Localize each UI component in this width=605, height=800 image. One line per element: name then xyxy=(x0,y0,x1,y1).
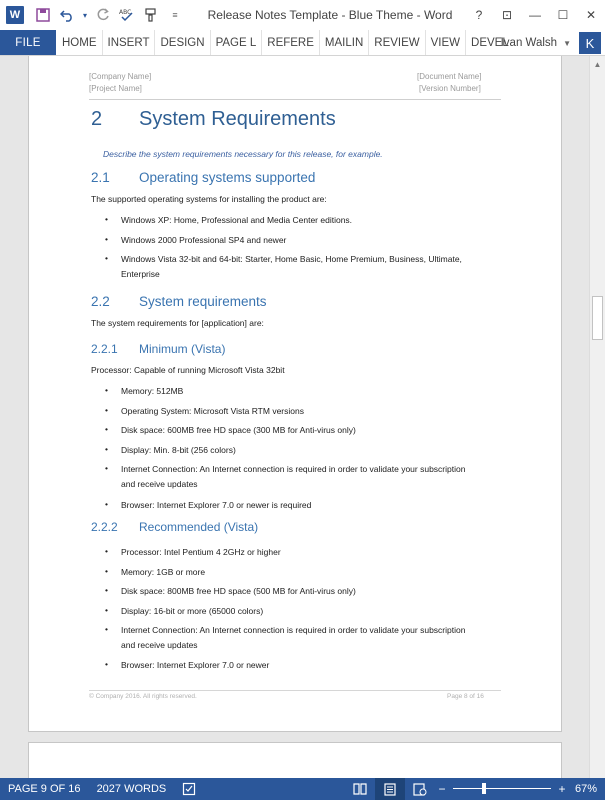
undo-icon[interactable] xyxy=(56,4,78,26)
document-area xyxy=(0,56,589,778)
proofing-icon[interactable] xyxy=(174,778,204,800)
bullet-icon: • xyxy=(105,499,108,509)
header-company-name: [Company Name] xyxy=(89,72,152,81)
document-page[interactable] xyxy=(28,56,562,732)
help-icon[interactable]: ? xyxy=(475,8,483,22)
zoom-in-button[interactable]: + xyxy=(558,782,566,796)
close-icon[interactable]: ✕ xyxy=(585,8,597,22)
bullet-icon: • xyxy=(105,659,108,669)
chevron-down-icon[interactable]: ▼ xyxy=(563,38,571,48)
list-item: Display: 16-bit or more (65000 colors) xyxy=(121,606,264,616)
heading-2-2-2: Recommended (Vista) xyxy=(139,520,259,534)
page-counter[interactable]: PAGE 9 OF 16 xyxy=(8,783,81,795)
list-item: Processor: Intel Pentium 4 2GHz or higher xyxy=(121,547,281,557)
print-layout-icon[interactable] xyxy=(375,778,405,800)
footer-page-number: Page 8 of 16 xyxy=(447,693,484,700)
list-item: Browser: Internet Explorer 7.0 or newer xyxy=(121,660,270,670)
avatar[interactable]: K xyxy=(579,32,601,54)
tab-references[interactable]: REFERE xyxy=(261,30,319,55)
tab-mailings[interactable]: MAILIN xyxy=(319,30,368,55)
list-item: Display: Min. 8-bit (256 colors) xyxy=(121,445,236,455)
heading-2-2-number: 2.2 xyxy=(91,294,110,309)
bullet-icon: • xyxy=(105,385,108,395)
tab-developer[interactable]: DEVEL xyxy=(465,30,514,55)
list-item: Memory: 1GB or more xyxy=(121,567,206,577)
heading-2-1-number: 2.1 xyxy=(91,170,110,185)
paragraph: The supported operating systems for installing the product are: xyxy=(91,194,327,204)
footer-copyright: © Company 2016. All rights reserved. xyxy=(89,693,197,700)
zoom-slider-thumb[interactable] xyxy=(482,783,486,794)
heading-1: System Requirements xyxy=(139,108,336,130)
tab-design[interactable]: DESIGN xyxy=(154,30,209,55)
list-item: Internet Connection: An Internet connection is required in order to validate your subscription and receive updates xyxy=(121,625,466,650)
bullet-icon: • xyxy=(105,424,108,434)
list-item: Disk space: 800MB free HD space (500 MB for Anti-virus only) xyxy=(121,586,356,596)
view-zoom-controls xyxy=(345,778,605,800)
tab-file[interactable]: FILE xyxy=(0,30,56,55)
tab-view[interactable]: VIEW xyxy=(425,30,465,55)
svg-text:ABC: ABC xyxy=(119,9,132,16)
intro-text: Describe the system requirements necessary for this release, for example. xyxy=(103,149,383,159)
bullet-icon: • xyxy=(105,253,108,263)
zoom-slider-track xyxy=(453,788,551,789)
format-painter-icon[interactable] xyxy=(140,4,162,26)
paragraph: Processor: Capable of running Microsoft Vista 32bit xyxy=(91,365,285,375)
list-item: Memory: 512MB xyxy=(121,386,184,396)
next-document-page[interactable] xyxy=(28,742,562,778)
header-document-name: [Document Name] xyxy=(417,72,482,81)
zoom-slider[interactable] xyxy=(453,778,551,800)
minimize-icon[interactable]: — xyxy=(529,8,541,22)
window-controls xyxy=(465,0,605,30)
bullet-icon: • xyxy=(105,444,108,454)
list-item: Windows 2000 Professional SP4 and newer xyxy=(121,235,287,245)
ribbon-display-icon[interactable]: ⊡ xyxy=(501,8,513,22)
heading-2-2-1-number: 2.2.1 xyxy=(91,342,118,356)
footer-divider xyxy=(89,690,501,691)
bullet-icon: • xyxy=(105,546,108,556)
customize-toolbar-icon[interactable]: ≡ xyxy=(172,10,178,20)
header-version-number: [Version Number] xyxy=(419,84,481,93)
save-icon[interactable] xyxy=(32,4,54,26)
word-count[interactable]: 2027 WORDS xyxy=(96,783,167,795)
heading-2-2: System requirements xyxy=(139,294,267,309)
list-item: Internet Connection: An Internet connection is required in order to validate your subscription and receive updates xyxy=(121,464,466,489)
bullet-icon: • xyxy=(105,605,108,615)
undo-dropdown-icon[interactable]: ▾ xyxy=(82,10,87,20)
user-name[interactable]: Ivan Walsh xyxy=(500,37,558,49)
header-project-name: [Project Name] xyxy=(89,84,142,93)
spelling-icon[interactable] xyxy=(116,4,138,26)
paragraph: The system requirements for [application] are: xyxy=(91,318,264,328)
bullet-icon: • xyxy=(105,234,108,244)
bullet-icon: • xyxy=(105,405,108,415)
zoom-level[interactable]: 67% xyxy=(574,783,597,795)
list-item: Browser: Internet Explorer 7.0 or newer is required xyxy=(121,500,312,510)
scroll-up-icon[interactable]: ▲ xyxy=(593,60,602,69)
bullet-icon: • xyxy=(105,624,108,634)
heading-2-1: Operating systems supported xyxy=(139,170,316,185)
window-title: Release Notes Template - Blue Theme - Word xyxy=(207,8,453,22)
tab-insert[interactable]: INSERT xyxy=(102,30,155,55)
read-mode-icon[interactable] xyxy=(345,778,375,800)
quick-access-toolbar xyxy=(0,0,186,30)
list-item: Disk space: 600MB free HD space (300 MB for Anti-virus only) xyxy=(121,425,356,435)
list-item: Windows XP: Home, Professional and Media Center editions. xyxy=(121,215,353,225)
account-area xyxy=(501,30,605,56)
ribbon-tabs xyxy=(0,30,605,56)
redo-icon[interactable] xyxy=(92,4,114,26)
word-app-icon[interactable]: W xyxy=(6,6,24,24)
bullet-icon: • xyxy=(105,585,108,595)
header-divider xyxy=(89,99,501,100)
bullet-icon: • xyxy=(105,463,108,473)
vertical-scrollbar[interactable] xyxy=(589,56,605,778)
list-item: Operating System: Microsoft Vista RTM versions xyxy=(121,406,304,416)
zoom-out-button[interactable]: − xyxy=(438,782,446,796)
tab-page-layout[interactable]: PAGE L xyxy=(210,30,262,55)
heading-1-number: 2 xyxy=(91,108,103,130)
web-layout-icon[interactable] xyxy=(405,778,435,800)
list-item: Windows Vista 32-bit and 64-bit: Starter, Home Basic, Home Premium, Business, Ultimate, Enterprise xyxy=(121,254,462,279)
bullet-icon: • xyxy=(105,214,108,224)
heading-2-2-2-number: 2.2.2 xyxy=(91,520,118,534)
maximize-icon[interactable]: ☐ xyxy=(557,8,569,22)
status-bar xyxy=(0,778,605,800)
title-bar xyxy=(0,0,605,30)
tab-review[interactable]: REVIEW xyxy=(368,30,424,55)
heading-2-2-1: Minimum (Vista) xyxy=(139,342,226,356)
tab-home[interactable]: HOME xyxy=(62,36,97,49)
bullet-icon: • xyxy=(105,566,108,576)
scrollbar-thumb[interactable] xyxy=(592,296,603,340)
